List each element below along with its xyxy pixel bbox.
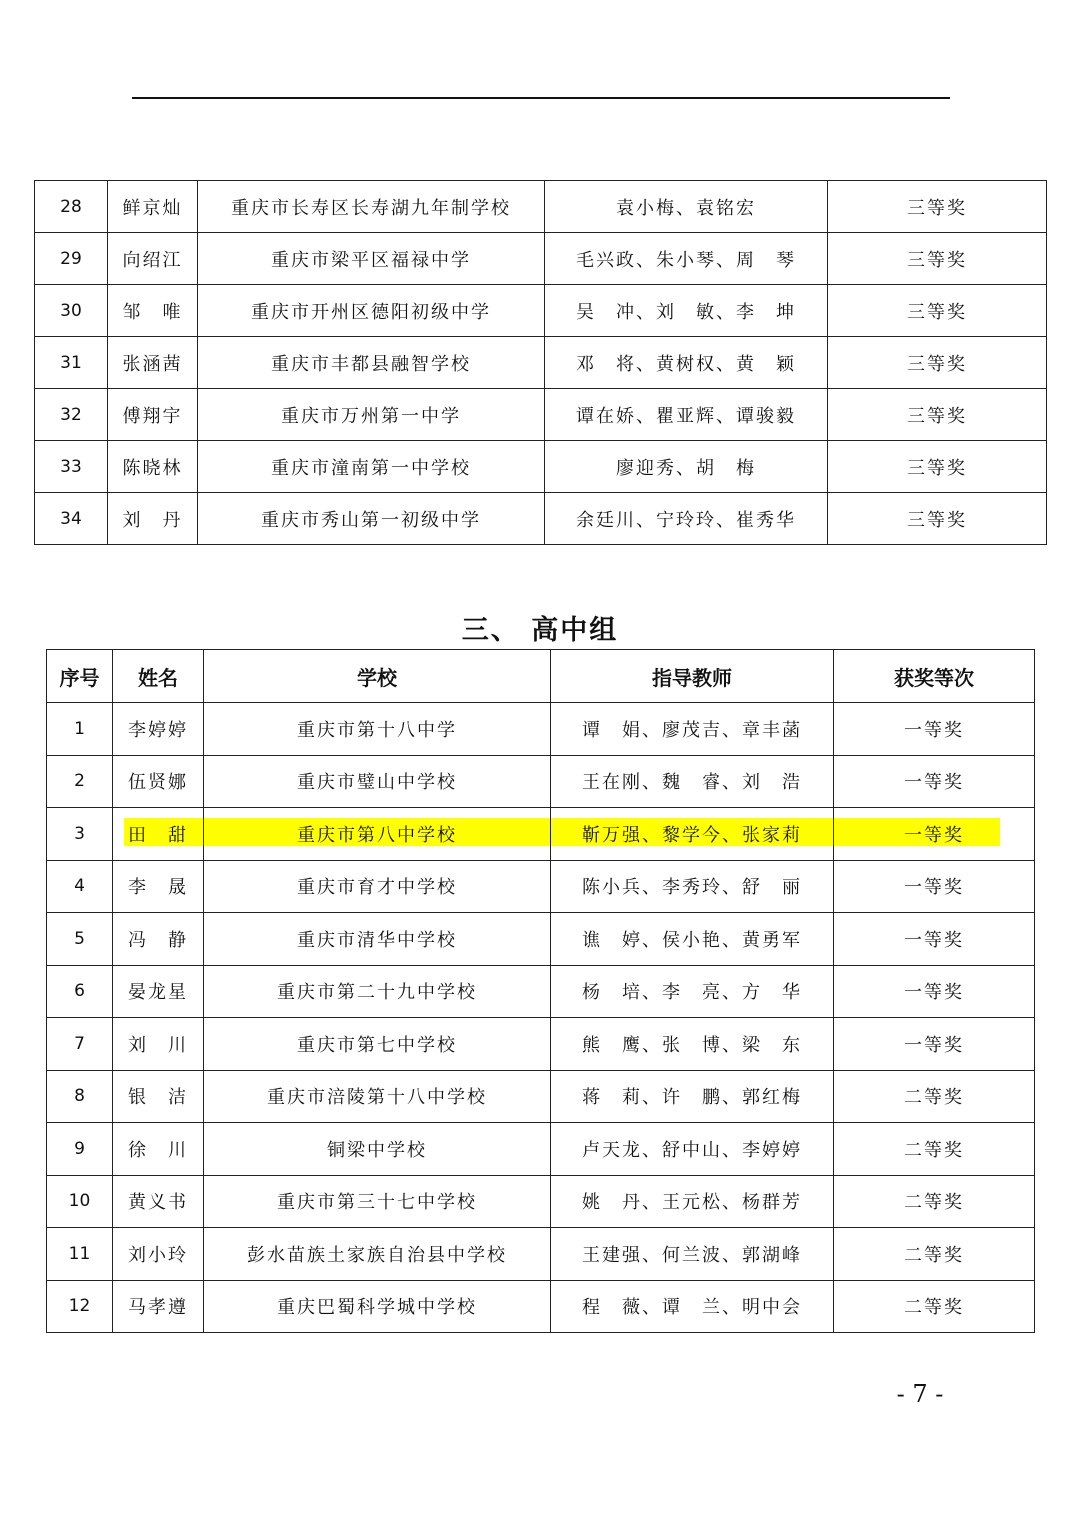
teacher-names: 熊 鹰、张 博、梁 东 <box>551 1018 834 1071</box>
teacher-names: 王建强、何兰波、郭湖峰 <box>551 1228 834 1281</box>
school-name: 重庆市第八中学校 <box>204 808 551 861</box>
award-level: 一等奖 <box>834 755 1035 808</box>
table-row <box>35 441 1047 493</box>
table-row <box>35 337 1047 389</box>
student-name: 徐 川 <box>113 1123 204 1176</box>
teacher-names: 靳万强、黎学今、张家莉 <box>551 808 834 861</box>
student-name: 银 洁 <box>113 1070 204 1123</box>
table-row <box>35 285 1047 337</box>
row-number: 10 <box>47 1175 113 1228</box>
school-name: 铜梁中学校 <box>204 1123 551 1176</box>
school-name: 重庆市育才中学校 <box>204 860 551 913</box>
table-row <box>35 233 1047 285</box>
award-level: 二等奖 <box>834 1280 1035 1333</box>
student-name: 伍贤娜 <box>113 755 204 808</box>
row-number: 3 <box>47 808 113 861</box>
table-row <box>47 965 1035 1018</box>
award-level: 二等奖 <box>834 1175 1035 1228</box>
teacher-names: 邓 将、黄树权、黄 颖 <box>545 337 828 389</box>
school-name: 重庆巴蜀科学城中学校 <box>204 1280 551 1333</box>
section-title: 三、 高中组 <box>461 615 619 646</box>
teacher-names: 程 薇、谭 兰、明中会 <box>551 1280 834 1333</box>
school-name: 重庆市潼南第一中学校 <box>198 441 545 493</box>
row-number: 34 <box>35 493 108 545</box>
table-row <box>35 493 1047 545</box>
student-name: 鲜京灿 <box>108 181 198 233</box>
row-number: 5 <box>47 913 113 966</box>
row-number: 1 <box>47 703 113 756</box>
student-name: 邹 唯 <box>108 285 198 337</box>
teacher-names: 谭在娇、瞿亚辉、谭骏毅 <box>545 389 828 441</box>
school-name: 重庆市第二十九中学校 <box>204 965 551 1018</box>
header-no: 序号 <box>47 650 113 703</box>
row-number: 31 <box>35 337 108 389</box>
school-name: 重庆市第七中学校 <box>204 1018 551 1071</box>
award-level: 三等奖 <box>828 181 1047 233</box>
table-row <box>35 181 1047 233</box>
award-table-middle-school <box>34 180 1047 545</box>
award-level: 一等奖 <box>834 913 1035 966</box>
table-row <box>47 1175 1035 1228</box>
award-level: 三等奖 <box>828 493 1047 545</box>
school-name: 重庆市清华中学校 <box>204 913 551 966</box>
row-number: 7 <box>47 1018 113 1071</box>
teacher-names: 谭 娟、廖茂吉、章丰菡 <box>551 703 834 756</box>
page-number: - 7 - <box>896 1380 944 1408</box>
student-name: 冯 静 <box>113 913 204 966</box>
teacher-names: 毛兴政、朱小琴、周 琴 <box>545 233 828 285</box>
teacher-names: 吴 冲、刘 敏、李 坤 <box>545 285 828 337</box>
header-teachers: 指导教师 <box>551 650 834 703</box>
award-table-high-school <box>46 649 1035 1333</box>
student-name: 李婷婷 <box>113 703 204 756</box>
school-name: 重庆市开州区德阳初级中学 <box>198 285 545 337</box>
table-row <box>47 808 1035 861</box>
row-number: 9 <box>47 1123 113 1176</box>
table-row <box>47 1018 1035 1071</box>
student-name: 陈晓林 <box>108 441 198 493</box>
award-level: 一等奖 <box>834 860 1035 913</box>
row-number: 29 <box>35 233 108 285</box>
student-name: 李 晟 <box>113 860 204 913</box>
teacher-names: 卢天龙、舒中山、李婷婷 <box>551 1123 834 1176</box>
row-number: 33 <box>35 441 108 493</box>
award-level: 三等奖 <box>828 389 1047 441</box>
student-name: 张涵茜 <box>108 337 198 389</box>
school-name: 重庆市涪陵第十八中学校 <box>204 1070 551 1123</box>
table-row <box>47 755 1035 808</box>
award-level: 三等奖 <box>828 337 1047 389</box>
row-number: 32 <box>35 389 108 441</box>
award-level: 一等奖 <box>834 1018 1035 1071</box>
award-level: 一等奖 <box>834 703 1035 756</box>
table-row <box>35 389 1047 441</box>
student-name: 傅翔宇 <box>108 389 198 441</box>
student-name: 刘 丹 <box>108 493 198 545</box>
school-name: 彭水苗族土家族自治县中学校 <box>204 1228 551 1281</box>
award-level: 二等奖 <box>834 1228 1035 1281</box>
school-name: 重庆市第十八中学 <box>204 703 551 756</box>
table-row <box>47 703 1035 756</box>
teacher-names: 袁小梅、袁铭宏 <box>545 181 828 233</box>
school-name: 重庆市长寿区长寿湖九年制学校 <box>198 181 545 233</box>
award-level: 三等奖 <box>828 233 1047 285</box>
student-name: 刘小玲 <box>113 1228 204 1281</box>
table-row <box>47 1280 1035 1333</box>
student-name: 晏龙星 <box>113 965 204 1018</box>
table-row <box>47 913 1035 966</box>
row-number: 11 <box>47 1228 113 1281</box>
teacher-names: 廖迎秀、胡 梅 <box>545 441 828 493</box>
teacher-names: 谯 婷、侯小艳、黄勇军 <box>551 913 834 966</box>
teacher-names: 余廷川、宁玲玲、崔秀华 <box>545 493 828 545</box>
school-name: 重庆市第三十七中学校 <box>204 1175 551 1228</box>
table-row <box>47 1070 1035 1123</box>
award-level: 三等奖 <box>828 441 1047 493</box>
row-number: 30 <box>35 285 108 337</box>
award-level: 一等奖 <box>834 965 1035 1018</box>
row-number: 8 <box>47 1070 113 1123</box>
school-name: 重庆市梁平区福禄中学 <box>198 233 545 285</box>
table-row <box>47 1123 1035 1176</box>
table-row <box>47 860 1035 913</box>
header-rule <box>132 97 950 99</box>
header-award: 获奖等次 <box>834 650 1035 703</box>
row-number: 2 <box>47 755 113 808</box>
student-name: 黄义书 <box>113 1175 204 1228</box>
teacher-names: 姚 丹、王元松、杨群芳 <box>551 1175 834 1228</box>
award-level: 二等奖 <box>834 1070 1035 1123</box>
award-level: 三等奖 <box>828 285 1047 337</box>
school-name: 重庆市璧山中学校 <box>204 755 551 808</box>
row-number: 4 <box>47 860 113 913</box>
table-row <box>47 1228 1035 1281</box>
student-name: 马孝遵 <box>113 1280 204 1333</box>
student-name: 向绍江 <box>108 233 198 285</box>
school-name: 重庆市丰都县融智学校 <box>198 337 545 389</box>
teacher-names: 王在刚、魏 睿、刘 浩 <box>551 755 834 808</box>
teacher-names: 蒋 莉、许 鹏、郭红梅 <box>551 1070 834 1123</box>
student-name: 田 甜 <box>113 808 204 861</box>
award-level: 一等奖 <box>834 808 1035 861</box>
school-name: 重庆市秀山第一初级中学 <box>198 493 545 545</box>
row-number: 28 <box>35 181 108 233</box>
header-name: 姓名 <box>113 650 204 703</box>
row-number: 6 <box>47 965 113 1018</box>
table-header-row <box>47 650 1035 703</box>
school-name: 重庆市万州第一中学 <box>198 389 545 441</box>
award-level: 二等奖 <box>834 1123 1035 1176</box>
teacher-names: 杨 培、李 亮、方 华 <box>551 965 834 1018</box>
row-number: 12 <box>47 1280 113 1333</box>
header-school: 学校 <box>204 650 551 703</box>
teacher-names: 陈小兵、李秀玲、舒 丽 <box>551 860 834 913</box>
student-name: 刘 川 <box>113 1018 204 1071</box>
